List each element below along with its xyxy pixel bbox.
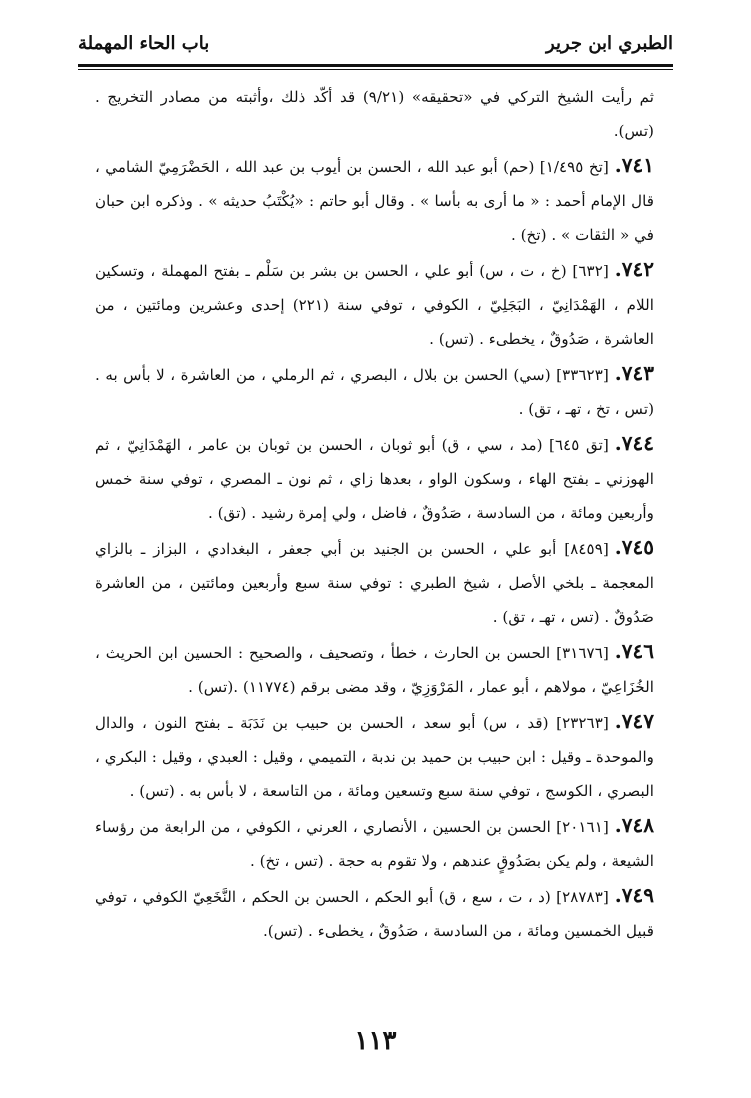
entry-number: ٧٤٢. bbox=[614, 257, 654, 281]
header-chapter-title: باب الحاء المهملة bbox=[78, 32, 210, 54]
entry-number: ٧٤٥. bbox=[614, 535, 654, 559]
page-number: ١١٣ bbox=[354, 1026, 397, 1056]
entry-747 bbox=[95, 704, 654, 808]
header-book-title: الطبري ابن جرير bbox=[546, 32, 673, 54]
entry-text: [٣٣٦٢٣] (سي) الحسن بن بلال ، البصري ، ثم الرملي ، من العاشرة ، لا بأس به . (تس ، تخ ، تهـ ، تق) . bbox=[95, 366, 654, 418]
entry-743 bbox=[95, 356, 654, 426]
entry-749 bbox=[95, 878, 654, 948]
entry-number: ٧٤٦. bbox=[614, 639, 654, 663]
entry-text: [تخ ١/٤٩٥] (حم) أبو عبد الله ، الحسن بن أيوب بن عبد الله ، الحَضْرَمِيّ الشامي ، قال الإمام أحمد : « ما أرى به بأسا » . وقال أبو حاتم : «يُكْتَبُ حديثه » . وذكره ابن حبان في « الثقات » . (تخ) . bbox=[95, 158, 654, 244]
entry-text: [٣١٦٧٦] الحسن بن الحارث ، خطأ ، وتصحيف ، والصحيح : الحسين ابن الحريث ، الخُزَاعِيّ ، مولاهم ، أبو عمار ، المَرْوَزِيّ ، وقد مضى برقم (١١٧٧٤) .(تس) . bbox=[95, 644, 654, 696]
entry-number: ٧٤٣. bbox=[614, 361, 654, 385]
header-rule-thin bbox=[78, 69, 673, 70]
entry-number: ٧٤٩. bbox=[614, 883, 654, 907]
entry-744 bbox=[95, 426, 654, 530]
entry-text: [٢٠١٦١] الحسن بن الحسين ، الأنصاري ، العرني ، الكوفي ، من الرابعة من رؤساء الشيعة ، ولم يكن بصَدُوقٍ عندهم ، ولا تقوم به حجة . (تس ، تخ) . bbox=[95, 818, 654, 870]
entry-746 bbox=[95, 634, 654, 704]
entry-text: [٨٤٥٩] أبو علي ، الحسن بن الجنيد بن أبي جعفر ، البغدادي ، البزاز ـ بالزاي المعجمة ـ بلخي الأصل ، شيخ الطبري : توفي سنة سبع وأربعين ومائتين ، من العاشرة صَدُوقٌ . (تس ، تهـ ، تق) . bbox=[95, 540, 654, 626]
entry-number: ٧٤١. bbox=[614, 153, 654, 177]
page-body bbox=[95, 80, 654, 948]
entry-number: ٧٤٤. bbox=[614, 431, 654, 455]
entry-number: ٧٤٧. bbox=[614, 709, 654, 733]
entry-text: [٦٣٢] (خ ، ت ، س) أبو علي ، الحسن بن بشر بن سَلْم ـ بفتح المهملة ، وتسكين اللام ، الهَمْدَانِيّ ، البَجَلِيّ ، الكوفي ، توفي سنة (٢٢١) إحدى وعشرين ومائتين ، من العاشرة ، صَدُوقٌ ، يخطىء . (تس) . bbox=[95, 262, 654, 348]
entry-number: ٧٤٨. bbox=[614, 813, 654, 837]
entry-741 bbox=[95, 148, 654, 252]
entry-text: [٢٨٧٨٣] (د ، ت ، سع ، ق) أبو الحكم ، الحسن بن الحكم ، النَّخَعِيّ الكوفي ، توفي قبيل الخمسين ومائة ، من السادسة ، صَدُوقٌ ، يخطىء . (تس). bbox=[95, 888, 654, 940]
entry-745 bbox=[95, 530, 654, 634]
entry-742 bbox=[95, 252, 654, 356]
header-rule-thick bbox=[78, 64, 673, 67]
continuation-text: ثم رأيت الشيخ التركي في «تحقيقه» (٩/٢١) قد أكّد ذلك ،وأثبته من مصادر التخريج . (تس). bbox=[95, 88, 654, 140]
running-header bbox=[78, 26, 673, 60]
entry-text: [٢٣٢٦٣] (قد ، س) أبو سعد ، الحسن بن حبيب بن نَدَبَة ـ بفتح النون ، والدال والموحدة ـ وقيل : ابن حبيب بن حميد بن ندبة ، التميمي ، وقيل : العبدي ، وقيل : البكري ، البصري ، الكوسج ، توفي سنة سبع وتسعين ومائة ، من التاسعة ، لا بأس به . (تس) . bbox=[95, 714, 654, 800]
entry-text: [تق ٦٤٥] (مد ، سي ، ق) أبو ثوبان ، الحسن بن ثوبان بن عامر ، الهَمْدَانِيّ ، ثم الهوزني ـ بفتح الهاء ، وسكون الواو ، بعدها زاي ، ثم نون ـ المصري ، توفي سنة خمس وأربعين ومائة ، من السادسة ، صَدُوقٌ ، فاضل ، ولي إمرة رشيد . (تق) . bbox=[95, 436, 654, 522]
entry-748 bbox=[95, 808, 654, 878]
